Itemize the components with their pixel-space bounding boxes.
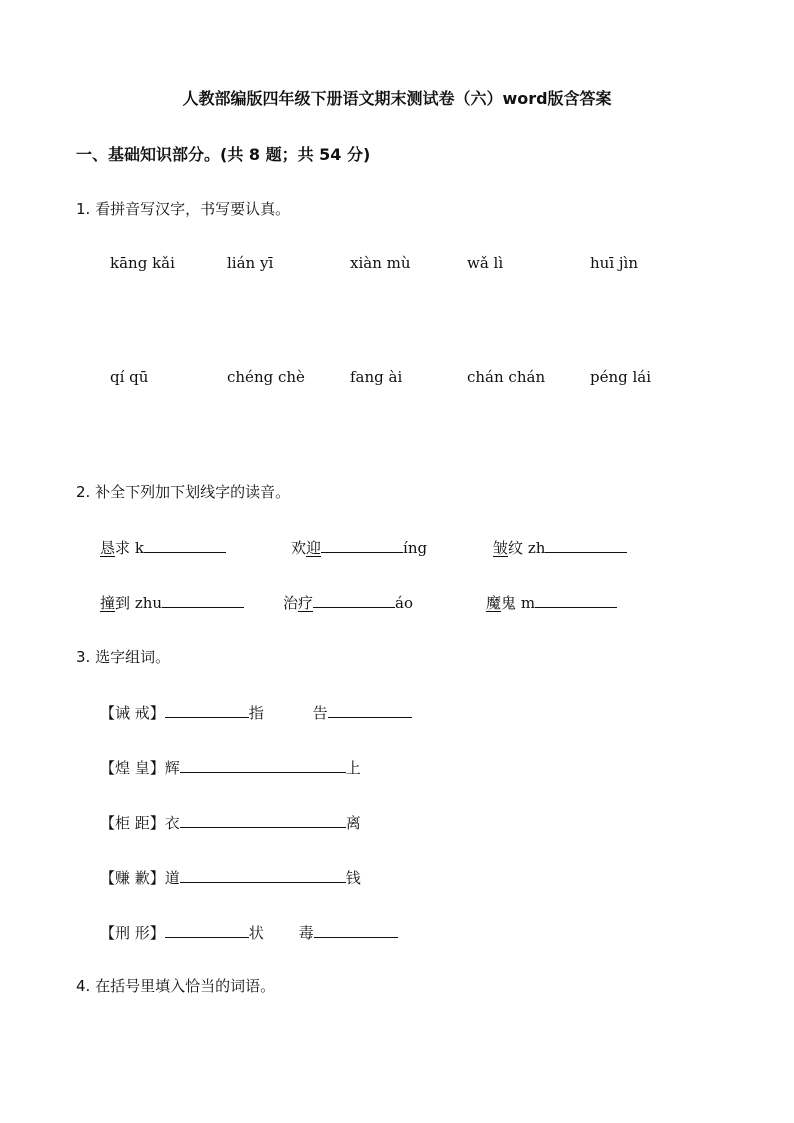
question-1: 1. 看拼音写汉字，书写要认真。	[76, 200, 291, 218]
pinyin-item: wǎ lì	[467, 254, 504, 272]
answer-blank[interactable]	[165, 701, 249, 718]
pinyin-item: kāng kǎi	[110, 254, 175, 272]
underlined-char: 疗	[298, 594, 314, 612]
question-4: 4. 在括号里填入恰当的词语。	[76, 977, 276, 995]
answer-blank[interactable]	[165, 921, 249, 938]
underlined-char: 迎	[306, 539, 322, 557]
pinyin-item: huī jìn	[590, 254, 638, 272]
reading-item: 魔鬼 m	[486, 591, 617, 613]
answer-blank[interactable]	[328, 701, 412, 718]
question-3: 3. 选字组词。	[76, 648, 171, 666]
reading-item: 恳求 k	[100, 536, 226, 558]
pinyin-item: xiàn mù	[350, 254, 411, 272]
reading-item: 撞到 zhu	[100, 591, 244, 613]
answer-blank[interactable]	[545, 536, 627, 553]
word-choice-row: 【诫 戒】 指 告	[100, 701, 412, 723]
underlined-char: 皱	[493, 539, 509, 557]
answer-blank[interactable]	[313, 591, 395, 608]
underlined-char: 恳	[100, 539, 116, 557]
pinyin-item: qí qū	[110, 368, 149, 386]
pinyin-item: fang ài	[350, 368, 403, 386]
word-choice-row: 【刑 形】 状 毒	[100, 921, 398, 943]
answer-blank[interactable]	[180, 811, 346, 828]
reading-item: 欢迎 íng	[291, 536, 427, 558]
answer-blank[interactable]	[180, 756, 346, 773]
underlined-char: 撞	[100, 594, 116, 612]
underlined-char: 魔	[486, 594, 502, 612]
answer-blank[interactable]	[321, 536, 403, 553]
reading-item: 皱纹 zh	[493, 536, 627, 558]
answer-blank[interactable]	[144, 536, 226, 553]
question-2: 2. 补全下列加下划线字的读音。	[76, 483, 291, 501]
answer-blank[interactable]	[180, 866, 346, 883]
reading-item: 治疗 áo	[283, 591, 413, 613]
word-choice-row: 【煌 皇】辉 上	[100, 756, 361, 778]
section-heading: 一、基础知识部分。(共 8 题；共 54 分)	[76, 145, 371, 164]
word-choice-row: 【柜 距】衣 离	[100, 811, 361, 833]
pinyin-item: chéng chè	[227, 368, 305, 386]
word-choice-row: 【赚 歉】道 钱	[100, 866, 361, 888]
document-title: 人教部编版四年级下册语文期末测试卷（六）word版含答案	[182, 89, 612, 108]
answer-blank[interactable]	[162, 591, 244, 608]
answer-blank[interactable]	[314, 921, 398, 938]
pinyin-item: péng lái	[590, 368, 652, 386]
pinyin-item: chán chán	[467, 368, 546, 386]
answer-blank[interactable]	[535, 591, 617, 608]
pinyin-item: lián yī	[227, 254, 274, 272]
